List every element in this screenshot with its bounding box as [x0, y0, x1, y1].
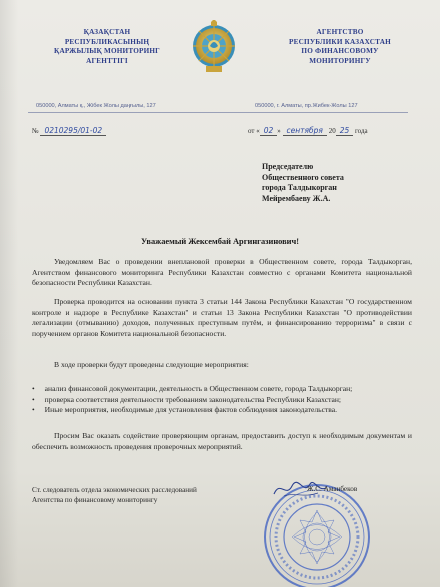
activities-list	[32, 384, 412, 416]
reference-number-value: 0210295/01-02	[40, 126, 106, 136]
page-shadow	[0, 0, 18, 587]
paragraph-request: Просим Вас оказать содействие проверяющим органам, предоставить доступ к необходимым документам и обеспечить возможность проведения проверочных мероприятий.	[32, 431, 412, 451]
number-sign: №	[32, 127, 39, 135]
signatory-agency: Агентства по финансовому мониторингу	[32, 496, 158, 505]
header-right-line: АГЕНТСТВО	[316, 28, 364, 36]
list-item-text: проверка соответствия деятельности требованиям законодательства Республики Казахстан;	[44, 394, 342, 404]
recipient-line: Мейрембаеву Ж.А.	[262, 193, 331, 203]
date-suffix: года	[354, 127, 368, 135]
header-left-line: РЕСПУБЛИКАСЫНЫҢ	[64, 37, 150, 46]
header-russian	[275, 28, 405, 66]
list-item-text: Иные мероприятия, необходимые для установления фактов соблюдения законодательства.	[44, 405, 338, 415]
date-quote: »	[277, 127, 281, 135]
header-right-line: МОНИТОРИНГУ	[309, 56, 371, 65]
signatory-name: Ж.С. Аманбеков	[307, 485, 358, 493]
recipient-line: Председателю	[262, 162, 314, 171]
date-year-prefix: 20	[328, 127, 336, 135]
list-item	[32, 405, 412, 416]
header-right-line: РЕСПУБЛИКИ КАЗАХСТАН	[289, 37, 391, 46]
recipient-line: города Талдыкорган	[262, 183, 337, 192]
date-month: сентября	[283, 126, 327, 136]
address-kazakh: 050000, Алматы қ., Жібек Жолы даңғылы, 127	[36, 103, 156, 109]
list-item	[32, 395, 412, 406]
bullet-icon: •	[32, 394, 35, 404]
header-left-line: ҚАЗАҚСТАН	[83, 28, 131, 36]
list-item	[32, 384, 412, 395]
paragraph-notice: Уведомляем Вас о проведении внеплановой проверки в Общественном совете, города Талдыкорган, Агентством финансового мониторинга Республики Казахстан совместно с органами Комитета национальной безопасности Республики Казахстан.	[32, 257, 412, 288]
paragraph-activities-intro: В ходе проверки будут проведены следующие мероприятия:	[54, 360, 249, 369]
list-item-text: анализ финансовой документации, деятельность в Общественном совете, города Талдыкорган;	[44, 384, 353, 393]
date-day: 02	[260, 126, 278, 136]
bullet-icon: •	[32, 405, 35, 415]
date-year-suffix: 25	[336, 126, 354, 136]
header-kazakh	[42, 28, 172, 66]
recipient-line: Общественного совета	[262, 172, 344, 182]
reference-number	[32, 126, 106, 135]
salutation: Уважаемый Жексембай Аргингазинович!	[140, 237, 300, 246]
state-emblem-icon	[190, 20, 238, 76]
address-russian: 050000, г. Алматы, пр.Жибек-Жолы 127	[255, 103, 358, 109]
bullet-icon: •	[32, 384, 35, 393]
header-divider	[28, 112, 408, 113]
reference-date	[248, 126, 368, 135]
recipient-block	[262, 162, 422, 204]
paragraph-legal-basis: Проверка проводится на основании пункта 3 статьи 144 Закона Республики Казахстан "О государственном контроле и надзоре в Республике Казахстан" и статьи 13 Закона Республики Казахстан "О противодействии легализации (отмыванию) доходов, полученных преступным путём, и финансированию терроризма" в связи с поручением органов Комитета национальной безопасности.	[32, 297, 412, 338]
date-prefix: от «	[248, 127, 260, 135]
signatory-title	[32, 485, 262, 505]
header-left-line: ҚАРЖЫЛЫҚ МОНИТОРИНГ	[54, 47, 160, 56]
signatory-position: Ст. следователь отдела экономических расследований	[32, 486, 197, 494]
header-left-line: АГЕНТТІГІ	[86, 56, 128, 65]
header-right-line: ПО ФИНАНСОВОМУ	[301, 47, 379, 56]
